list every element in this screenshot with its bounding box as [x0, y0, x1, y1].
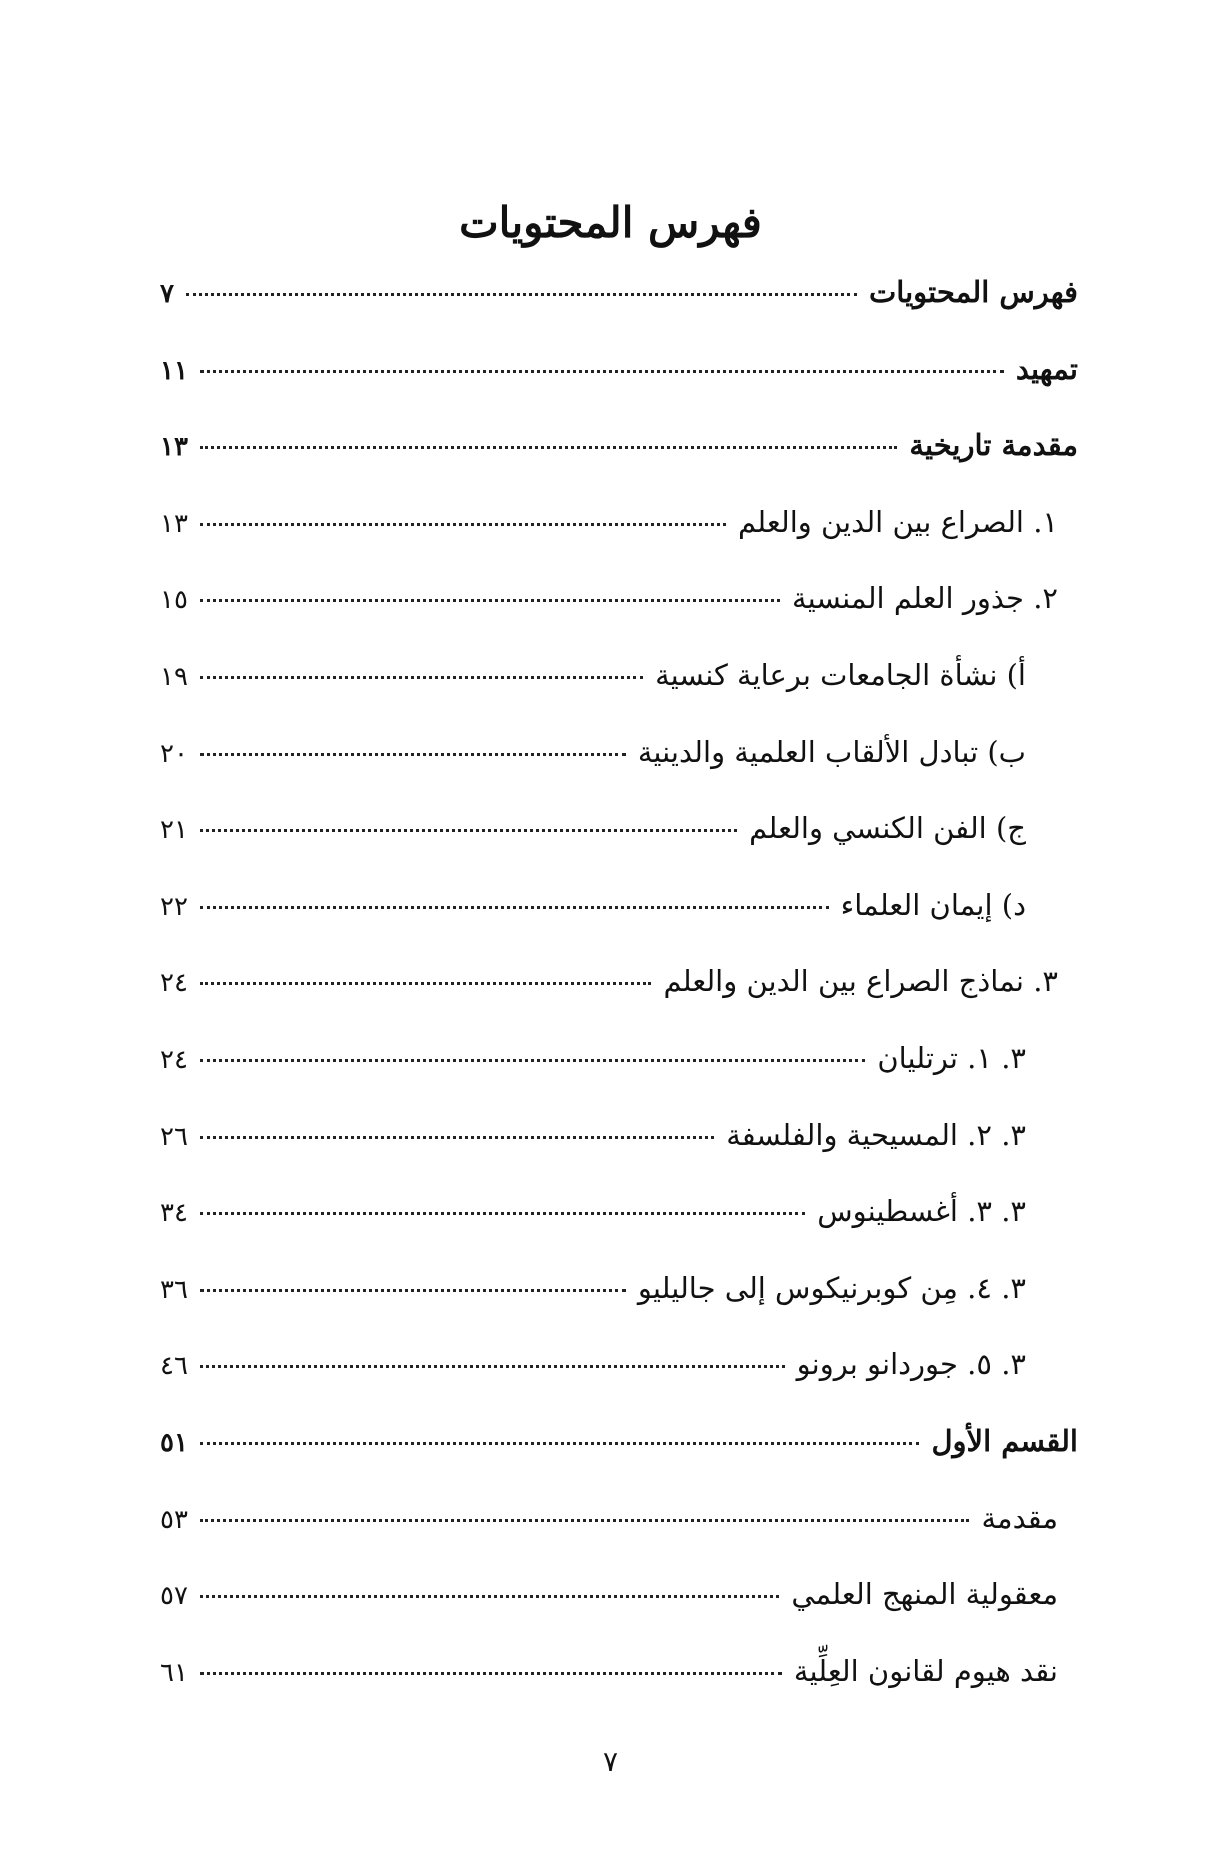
dot-leader: [200, 1442, 920, 1445]
toc-entry-page: ٧: [160, 279, 174, 309]
toc-entry-title: أ) نشأة الجامعات برعاية كنسية: [655, 657, 1026, 692]
toc-entry-page: ٥١: [160, 1427, 188, 1458]
toc-entry[interactable]: [160, 1347, 1078, 1424]
dot-leader: [200, 1289, 626, 1292]
toc-entry-page: ٣٤: [160, 1198, 188, 1229]
page-title: فهرس المحتويات: [459, 198, 762, 248]
dot-leader: [200, 1212, 805, 1215]
dot-leader: [200, 829, 737, 832]
toc-entry-page: ٦١: [160, 1657, 188, 1688]
dot-leader: [200, 1519, 970, 1522]
toc-entry[interactable]: [160, 1501, 1078, 1578]
toc-entry-page: ٢٤: [160, 1044, 188, 1075]
dot-leader: [200, 676, 643, 679]
toc-entry[interactable]: [160, 581, 1078, 658]
toc-entry-page: ١٥: [160, 585, 188, 616]
toc-entry-page: ٢٦: [160, 1121, 188, 1152]
toc-entry-title: فهرس المحتويات: [868, 275, 1078, 309]
toc-entry-page: ٢١: [160, 815, 188, 846]
dot-leader: [200, 1136, 714, 1139]
toc-entry-page: ١٩: [160, 661, 188, 692]
toc-entry-title: ١. الصراع بين الدين والعلم: [737, 504, 1058, 539]
toc-entry-title: القسم الأول: [931, 1423, 1078, 1458]
toc-entry-page: ٢٠: [160, 738, 188, 769]
toc-entry-page: ٢٤: [160, 968, 188, 999]
toc-entry-page: ٢٢: [160, 891, 188, 922]
toc-entry[interactable]: [160, 1271, 1078, 1348]
toc-entry-title: ٣. ١. ترتليان: [877, 1040, 1026, 1075]
toc-entry-title: تمهيد: [1015, 351, 1078, 386]
dot-leader: [200, 1365, 785, 1368]
toc-entry-title: نقد هيوم لقانون العِلِّية: [793, 1653, 1058, 1688]
toc-entry-title: مقدمة: [981, 1500, 1058, 1535]
dot-leader: [186, 293, 857, 296]
toc-entry-title: ٣. ٥. جوردانو برونو: [796, 1347, 1026, 1382]
toc-entry[interactable]: [160, 1118, 1078, 1195]
dot-leader: [200, 906, 829, 909]
toc-entry-page: ١٣: [160, 508, 188, 539]
dot-leader: [200, 446, 897, 449]
toc-entry-title: معقولية المنهج العلمي: [791, 1577, 1058, 1612]
toc-entry-title: د) إيمان العلماء: [840, 887, 1026, 922]
toc-entry[interactable]: [160, 1577, 1078, 1654]
toc-entry-page: ٥٣: [160, 1504, 188, 1535]
toc-entry[interactable]: [160, 428, 1078, 505]
toc-entry[interactable]: [160, 658, 1078, 735]
toc-entry[interactable]: [160, 1424, 1078, 1501]
dot-leader: [200, 1672, 782, 1675]
toc-entry-title: مقدمة تاريخية: [909, 428, 1078, 463]
dot-leader: [200, 1595, 779, 1598]
toc-entry-page: ١٣: [160, 432, 188, 463]
toc-entry-title: ٣. نماذج الصراع بين الدين والعلم: [663, 964, 1058, 999]
toc-entry-title: ب) تبادل الألقاب العلمية والدينية: [637, 734, 1026, 769]
toc-entry[interactable]: [160, 735, 1078, 812]
toc-entry-page: ٤٦: [160, 1351, 188, 1382]
toc-entry-title: ٣. ٤. مِن كوبرنيكوس إلى جاليليو: [637, 1270, 1026, 1305]
toc-entry-title: ٢. جذور العلم المنسية: [792, 581, 1058, 616]
dot-leader: [200, 370, 1004, 373]
toc-entry[interactable]: [160, 1654, 1078, 1731]
dot-leader: [200, 753, 626, 756]
toc-entry-page: ١١: [160, 355, 188, 386]
toc-entry[interactable]: [160, 1041, 1078, 1118]
toc-entry[interactable]: [160, 888, 1078, 965]
toc-entry[interactable]: [160, 1194, 1078, 1271]
page-number: ٧: [602, 1745, 619, 1778]
toc-entry-title: ج) الفن الكنسي والعلم: [749, 811, 1026, 846]
table-of-contents: [160, 275, 1078, 1730]
toc-entry[interactable]: [160, 352, 1078, 429]
toc-entry[interactable]: [160, 964, 1078, 1041]
dot-leader: [200, 1059, 865, 1062]
toc-entry-page: ٣٦: [160, 1274, 188, 1305]
toc-entry[interactable]: [160, 811, 1078, 888]
dot-leader: [200, 523, 726, 526]
dot-leader: [200, 599, 780, 602]
toc-entry-page: ٥٧: [160, 1581, 188, 1612]
toc-entry[interactable]: [160, 275, 1078, 352]
toc-entry[interactable]: [160, 505, 1078, 582]
dot-leader: [200, 982, 652, 985]
toc-entry-title: ٣. ٢. المسيحية والفلسفة: [726, 1117, 1026, 1152]
toc-entry-title: ٣. ٣. أغسطينوس: [817, 1194, 1026, 1229]
